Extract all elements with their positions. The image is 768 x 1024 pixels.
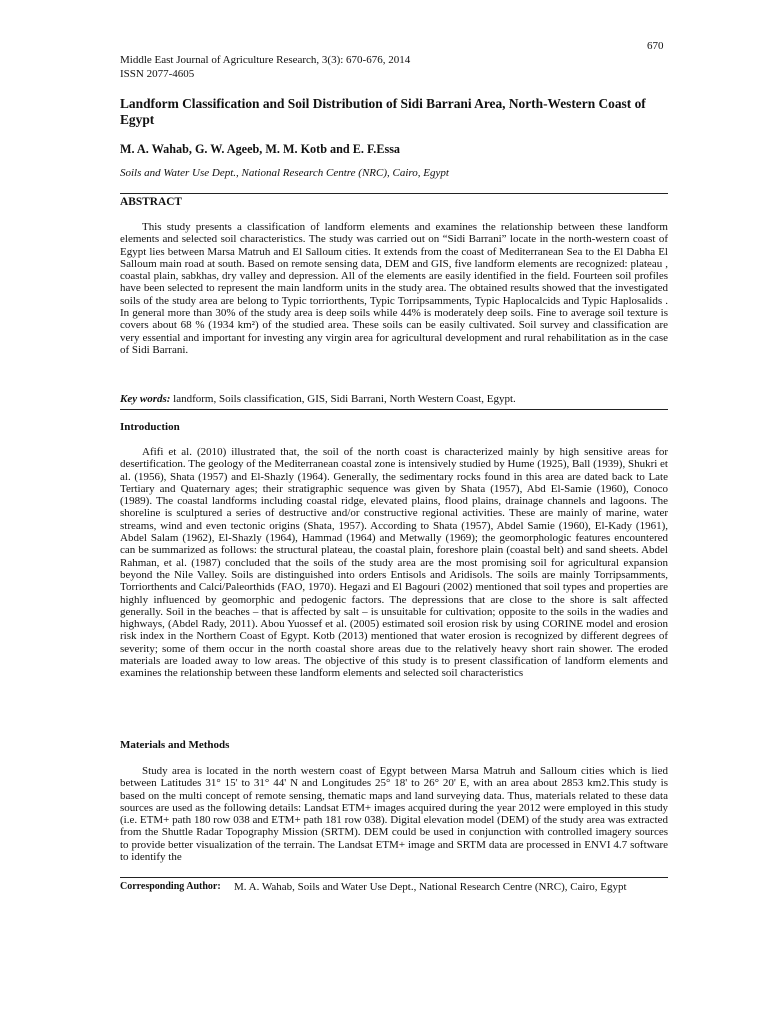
introduction-heading: Introduction [120, 421, 180, 433]
author-list: M. A. Wahab, G. W. Ageeb, M. M. Kotb and E. F.Essa [120, 142, 401, 156]
page-number: 670 [647, 40, 664, 52]
corresponding-author-text: M. A. Wahab, Soils and Water Use Dept., National Research Centre (NRC), Cairo, Egypt [234, 881, 627, 893]
abstract-top-rule [120, 193, 668, 194]
paper-title: Landform Classification and Soil Distribution of Sidi Barrani Area, North-Western Coast of Egypt [120, 96, 646, 127]
journal-citation: Middle East Journal of Agriculture Research, 3(3): 670-676, 2014 [120, 54, 411, 66]
corresponding-author [120, 881, 668, 894]
footnote-rule [120, 877, 668, 878]
abstract-heading: ABSTRACT [120, 196, 183, 208]
journal-header [120, 53, 410, 81]
corresponding-author-label: Corresponding Author: [120, 881, 221, 892]
keywords-label: Key words: [120, 393, 171, 405]
abstract-text: This study presents a classification of landform elements and examines the relationship between these landform elements and selected soil characteristics. The study was carried out on “Sidi Barrani” locate in the north-western coast of Egypt lies between Marsa Matruh and El Salloum cities. It extends from the coast of Mediterranean Sea to the El Dabha El Salloum main road at south. Based on remote sensing data, DEM and GIS, five landform elements are recognized: plateau , coastal plain, sabkhas, dry valley and depression. All of the elements are easily identified in the field. Fourteen soil profiles have been selected to represent the main landform units in the study area. The obtained results showed that the investigated soils of the study area are belong to Typic torriorthents, Typic Torripsamments, Typic Haplocalcids and Typic Haplosalids . In general more than 30% of the study area is deep soils while 44% is moderately deep soils. Fine to average soil texture is covers about 68 % (1934 km²) of the studied area. These soils can be easily cultivated. Soil survey and classification are very essential and important for investing any virgin area for agricultural development and rural rehabilitation as in the case of Sidi Barrani. [120, 221, 668, 356]
methods-text: Study area is located in the north western coast of Egypt between Marsa Matruh and Salloum cities which is lied between Latitudes 31° 15' to 31° 44' N and Longitudes 25° 18' to 26° 20' E, with an area about 2853 km2.This study is based on the multi concept of remote sensing, thematic maps and land surveying data. Thus, materials related to these data sources are used as the following details: Landsat ETM+ images acquired during the year 2012 were employed in this study (i.e. ETM+ path 180 row 038 and ETM+ path 181 row 038). Digital elevation model (DEM) of the study area was extracted from the Shuttle Radar Topography Mission (SRTM). DEM could be used in conjunction with controlled imagery sources to provide better visualization of the terrain. The Landsat ETM+ image and SRTM data are processed in ENVI 4.7 software to identify the [120, 765, 668, 864]
keywords-line [120, 393, 516, 405]
keywords-text: landform, Soils classification, GIS, Sidi Barrani, North Western Coast, Egypt. [173, 393, 516, 405]
abstract-bottom-rule [120, 409, 668, 410]
methods-heading: Materials and Methods [120, 739, 230, 751]
introduction-text: Afifi et al. (2010) illustrated that, the soil of the north coast is characterized mainly by high sensitive areas for desertification. The geology of the Mediterranean coastal zone is intensively studied by Hume (1925), Ball (1939), Shukri et al. (1956), Shata (1957) and El-Shazly (1964). Generally, the sedimentary rocks found in this area are dated back to Late Tertiary and Quaternary ages; their stratigraphic sequence was given by Shata (1957), Abd El-Samie (1960), Conoco (1989). The coastal landforms including coastal ridge, elevated plains, flood plains, drainage channels and lagoons. The shoreline is sculptured a series of destructive and/or constructive regional activities. These are mainly of marine, water streams, wind and even tectonic origins (Shata, 1957). According to Shata (1957), Abdel Samie (1960), El-Kady (1961), Abdel Salam (1962), El-Shazly (1964), Hammad (1964) and Metwally (1969); the geomorphologic features encountered can be summarized as follows: the structural plateau, the coastal plain, foreshore plain (coastal belt) and sand sheets. Abdel Rahman, et al. (1987) concluded that the soils of the study area are the most promising soil for agricultural expansion beyond the Nile Valley. Soils are distinguished into orders Entisols and Aridisols. The soils are mainly Torripsamments, Torriorthents and Calci/Paleorthids (FAO, 1970). Hegazi and El Bagouri (2002) mentioned that soil types and properties are highly influenced by geomorphic and pedogenic factors. The depressions that are close to the shore is salt affected generally. Soil in the beaches – that is affected by salt – is unsuitable for cultivation; opposite to the soils in the wadies and highways, (Abdel Rady, 2011). Abou Yuossef et al. (2005) estimated soil erosion risk by using CORINE model and erosion risk index in the Northern Coast of Egypt. Kotb (2013) mentioned that water erosion is recognized by different degrees of severity; some of them occur in the north coastal shore areas due to the relatively heavy short rain shower. The eroded materials are loaded away to low areas. The objective of this study is to present classification of landform elements and examines the relationship between these landform elements and selected soil characteristics [120, 446, 668, 680]
author-affiliation: Soils and Water Use Dept., National Research Centre (NRC), Cairo, Egypt [120, 167, 449, 179]
journal-issn: ISSN 2077-4605 [120, 68, 195, 80]
